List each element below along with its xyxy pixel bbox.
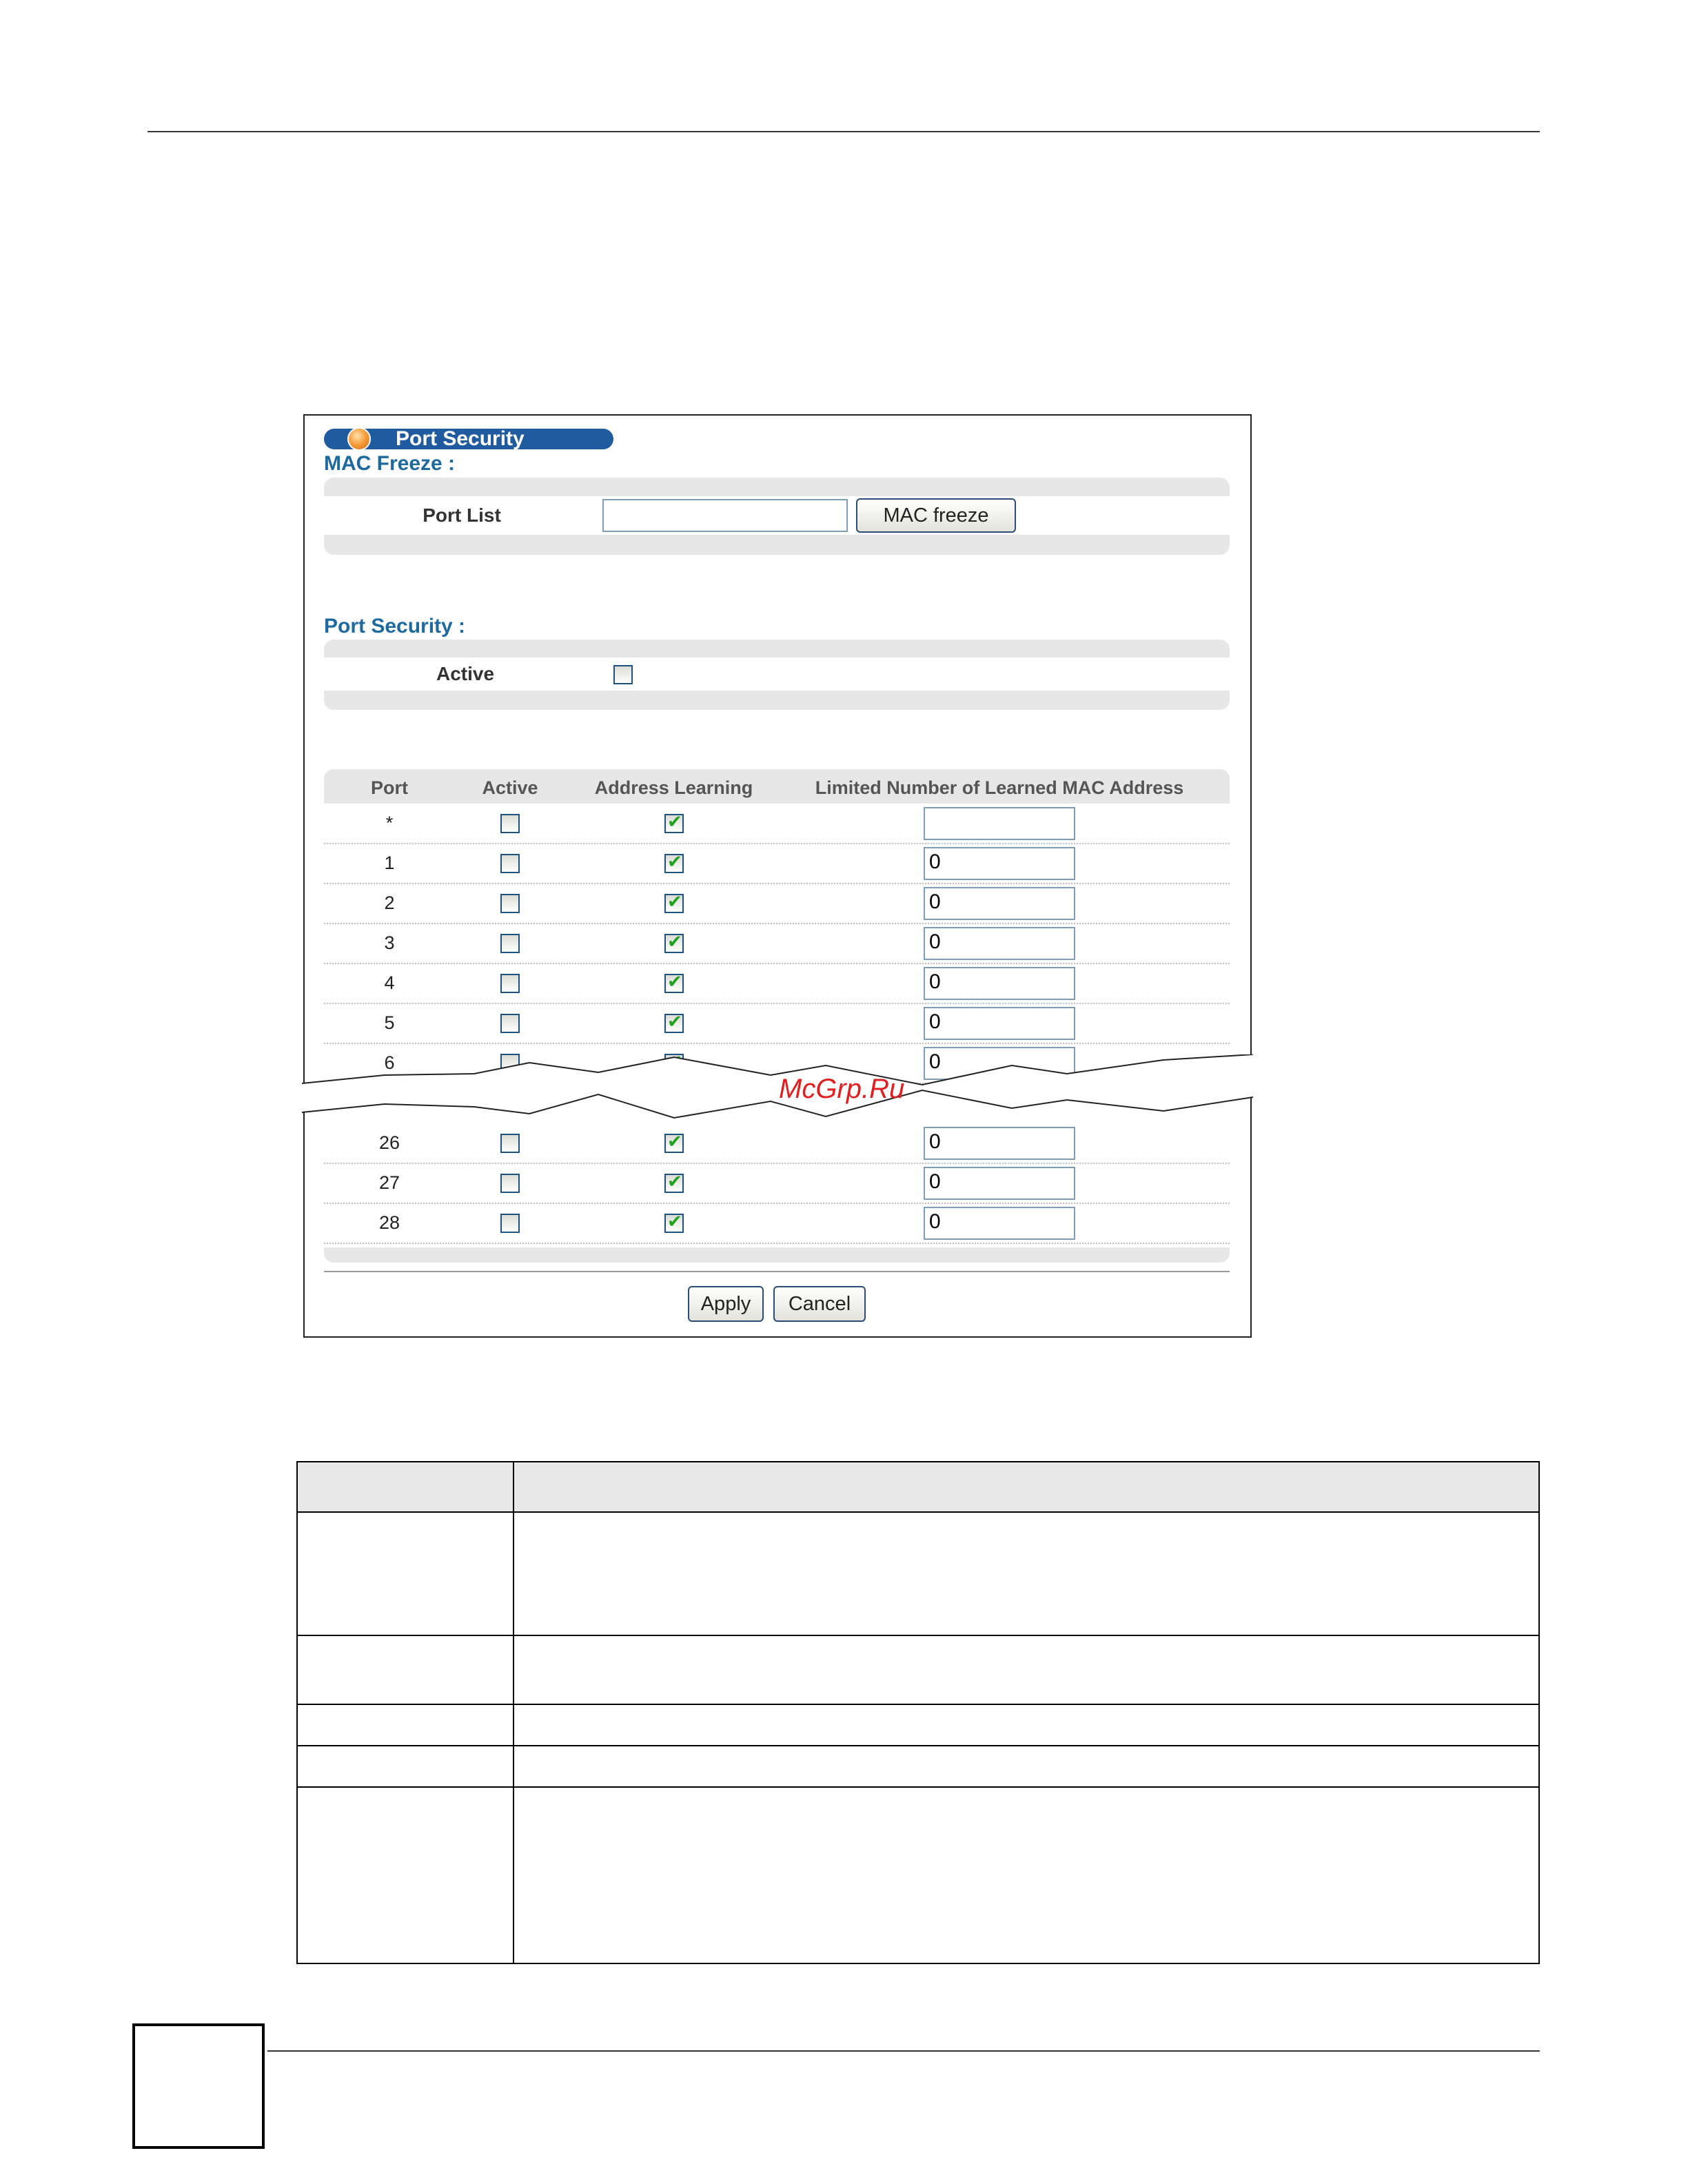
mac-freeze-button[interactable]: MAC freeze (856, 498, 1016, 533)
address-learning-checkbox[interactable] (664, 1214, 684, 1233)
active-checkbox[interactable] (500, 814, 520, 833)
row-divider (324, 843, 1230, 844)
col-header-active: Active (482, 777, 538, 798)
port-list-label: Port List (423, 504, 501, 526)
address-learning-checkbox[interactable] (664, 814, 684, 833)
description-table (296, 1461, 1540, 1964)
active-checkbox[interactable] (500, 1174, 520, 1193)
port-number: 1 (384, 853, 395, 873)
row-divider (324, 1203, 1230, 1204)
address-learning-checkbox[interactable] (664, 894, 684, 913)
port-number: 2 (384, 892, 395, 913)
mac-limit-input[interactable]: 0 (924, 1127, 1075, 1160)
col-header-limit: Limited Number of Learned MAC Address (815, 777, 1184, 798)
row-divider (324, 883, 1230, 884)
port-number: * (385, 813, 394, 833)
active-checkbox[interactable] (500, 934, 520, 953)
port-security-active-checkbox[interactable] (613, 665, 633, 684)
mac-limit-input[interactable]: 0 (924, 1207, 1075, 1240)
active-checkbox[interactable] (500, 854, 520, 873)
row-divider (324, 1163, 1230, 1164)
active-label: Active (436, 663, 495, 684)
cancel-button[interactable]: Cancel (773, 1286, 866, 1322)
footer-rule (267, 2050, 1540, 2052)
port-number: 26 (378, 1132, 400, 1153)
active-checkbox[interactable] (500, 1014, 520, 1033)
active-checkbox[interactable] (500, 894, 520, 913)
active-checkbox[interactable] (500, 974, 520, 993)
page-title-bar (324, 429, 613, 449)
port-number: 3 (384, 932, 395, 953)
apply-button[interactable]: Apply (688, 1286, 764, 1322)
mac-limit-input[interactable]: 0 (924, 887, 1075, 920)
row-divider (324, 1243, 1230, 1244)
mac-limit-input[interactable]: 0 (924, 927, 1075, 960)
mac-limit-input[interactable]: 0 (924, 1047, 1075, 1080)
row-divider (324, 923, 1230, 924)
port-list-input[interactable] (602, 499, 848, 532)
col-header-address-learning: Address Learning (594, 777, 753, 798)
orb-icon (347, 427, 371, 451)
row-divider (324, 1003, 1230, 1004)
mac-limit-input[interactable] (924, 807, 1075, 840)
page-number-box (132, 2023, 265, 2149)
address-learning-checkbox[interactable] (664, 1174, 684, 1193)
active-checkbox[interactable] (500, 1214, 520, 1233)
address-learning-checkbox[interactable] (664, 934, 684, 953)
mac-limit-input[interactable]: 0 (924, 967, 1075, 1000)
mac-limit-input[interactable]: 0 (924, 847, 1075, 880)
address-learning-checkbox[interactable] (664, 1014, 684, 1033)
row-divider (324, 963, 1230, 964)
row-divider (324, 1043, 1230, 1044)
table-break (302, 1054, 1253, 1123)
port-security-heading: Port Security : (324, 615, 466, 637)
mac-freeze-heading: MAC Freeze : (324, 452, 456, 475)
port-number: 5 (384, 1012, 395, 1033)
mac-limit-input[interactable]: 0 (924, 1167, 1075, 1200)
col-header-port: Port (371, 777, 408, 798)
address-learning-checkbox[interactable] (664, 854, 684, 873)
page-title: Port Security (396, 427, 525, 450)
mac-limit-input[interactable]: 0 (924, 1007, 1075, 1040)
port-number: 4 (384, 972, 395, 993)
header-rule (148, 131, 1540, 132)
active-checkbox[interactable] (500, 1134, 520, 1153)
address-learning-checkbox[interactable] (664, 974, 684, 993)
port-number: 28 (378, 1212, 400, 1233)
port-number: 27 (378, 1172, 400, 1193)
port-number: 6 (384, 1052, 395, 1073)
address-learning-checkbox[interactable] (664, 1134, 684, 1153)
watermark: McGrp.Ru (779, 1074, 905, 1104)
